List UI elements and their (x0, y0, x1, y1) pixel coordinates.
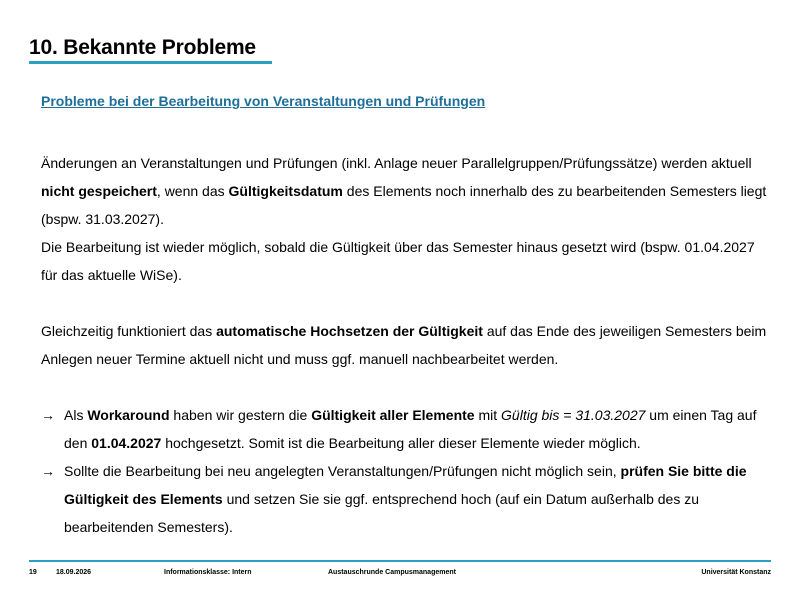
arrow-right-icon: → (41, 407, 55, 423)
emphasis-text: nicht gespeichert (41, 183, 157, 199)
footer-page-number: 19 (29, 569, 37, 576)
arrow-right-icon: → (41, 463, 55, 479)
footer-topic: Austauschrunde Campusmanagement (328, 569, 456, 576)
title-underline (29, 61, 272, 64)
bullet-text: Als (64, 407, 88, 423)
section-subtitle: Probleme bei der Bearbeitung von Veranstaltungen und Prüfungen (41, 93, 486, 109)
footer-divider (29, 560, 771, 562)
slide-body (41, 149, 771, 541)
emphasis-text: prüfen Sie bitte die Gültigkeit des Elements (64, 463, 747, 507)
paragraph-text: , wenn das (156, 183, 229, 199)
spacer (41, 373, 771, 401)
footer-organization: Universität Konstanz (701, 569, 771, 576)
paragraph-text: Gleichzeitig funktioniert das (41, 323, 217, 339)
paragraph-text: Änderungen an Veranstaltungen und Prüfungen (inkl. Anlage neuer Parallelgruppen/Prüfungssätze) werden aktuell (41, 155, 752, 171)
footer-date: 18.09.2026 (56, 569, 92, 576)
footer-classification: Informationsklasse: Intern (164, 569, 252, 576)
emphasis-text: Gültigkeitsdatum (228, 183, 343, 199)
paragraph-text: des Elements noch innerhalb des zu bearbeitenden Semesters liegt (bspw. 31.03.2027). (41, 183, 767, 227)
bullet-text: mit (474, 407, 502, 423)
bullet-workaround (41, 401, 771, 457)
emphasis-text: Workaround (87, 407, 170, 423)
paragraph-text: auf das Ende des jeweiligen Semesters beim Anlegen neuer Termine aktuell nicht und muss ggf. manuell nachbearbeitet werden. (41, 323, 767, 367)
paragraph-changes-not-saved (41, 149, 771, 233)
emphasis-text: automatische Hochsetzen der Gültigkeit (216, 323, 483, 339)
paragraph-automatic-validity (41, 317, 771, 373)
bullet-text: und setzen Sie sie ggf. entsprechend hoch (auf ein Datum außerhalb des zu bearbeitenden Semesters). (64, 491, 700, 535)
bullet-check-validity (41, 457, 771, 541)
spacer (41, 289, 771, 317)
paragraph-editing-possible: Die Bearbeitung ist wieder möglich, sobald die Gültigkeit über das Semester hinaus gesetzt wird (bspw. 01.04.2027 für das aktuelle WiSe). (41, 239, 755, 283)
bullet-text: hochgesetzt. Somit ist die Bearbeitung aller dieser Elemente wieder möglich. (161, 435, 641, 451)
bullet-text: um einen Tag auf den (64, 407, 757, 451)
italic-text: Gültig bis = 31.03.2027 (501, 407, 646, 423)
page-title: 10. Bekannte Probleme (29, 36, 256, 59)
bullet-text: Sollte die Bearbeitung bei neu angelegten Veranstaltungen/Prüfungen nicht möglich sein, (64, 463, 621, 479)
emphasis-text: Gültigkeit aller Elemente (311, 407, 475, 423)
bullet-text: haben wir gestern die (169, 407, 312, 423)
emphasis-text: 01.04.2027 (91, 435, 162, 451)
